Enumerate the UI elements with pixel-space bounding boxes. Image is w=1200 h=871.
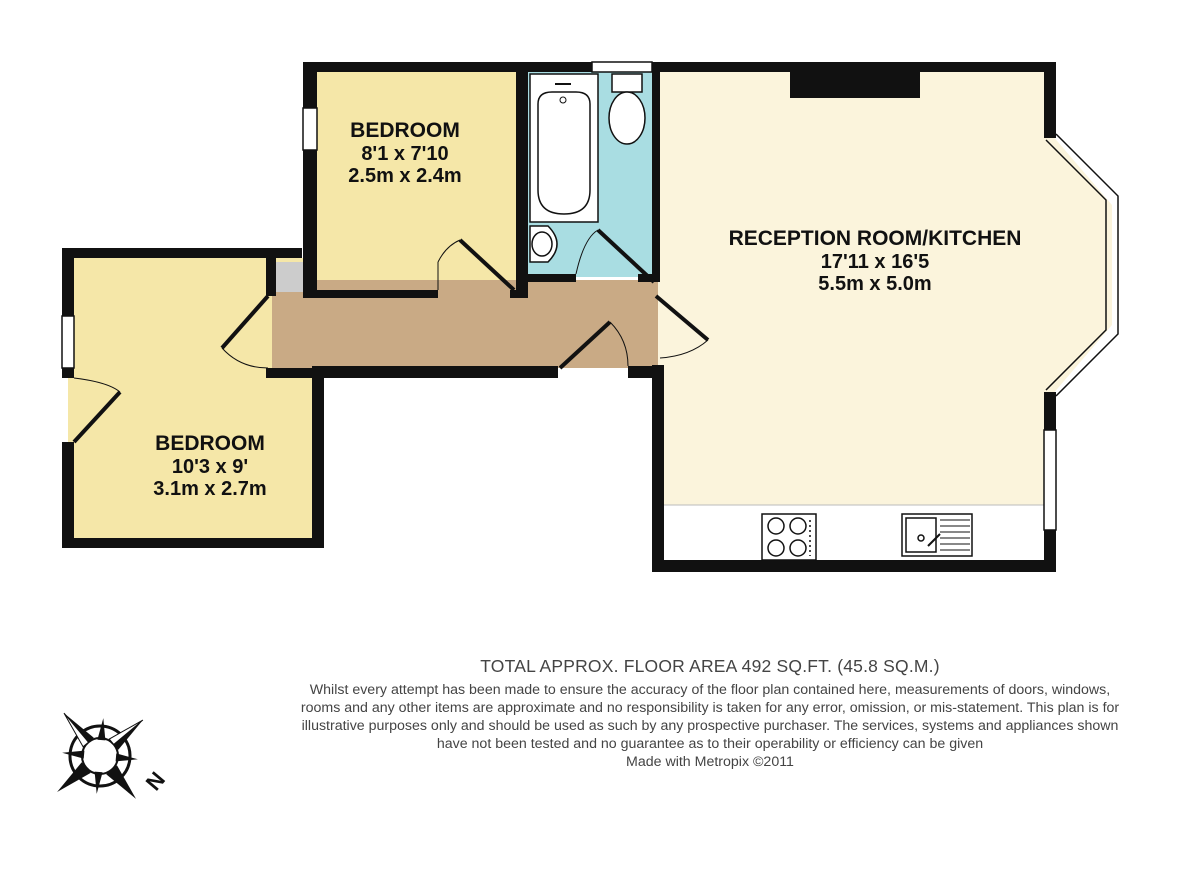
bedroom-1-name: BEDROOM	[350, 119, 460, 142]
north-label: N	[140, 766, 171, 796]
reception-label	[690, 227, 1060, 295]
bedroom-2-imperial: 10'3 x 9'	[171, 455, 249, 478]
bedroom-1-label	[320, 119, 490, 187]
bedroom-2-name: BEDROOM	[155, 432, 265, 455]
toilet	[609, 74, 645, 144]
reception-imperial: 17'11 x 16'5	[820, 250, 930, 273]
kitchen-counter	[660, 505, 1052, 567]
metropix-credit: Made with Metropix ©2011	[626, 754, 794, 770]
cupboard	[276, 262, 304, 292]
bedroom-2-label	[100, 432, 320, 500]
kitchen-sink	[902, 514, 972, 556]
bathtub	[530, 74, 598, 222]
plan-footer	[290, 656, 1130, 771]
disclaimer-text: Whilst every attempt has been made to ensure the accuracy of the floor plan contained here, measurements of doors, windows, rooms and any other items are approximate and no responsibility is taken for any error, omission, or mis-statement. This plan is for illustrative purposes only and should be used as such by any prospective purchaser. The services, systems and appliances shown have not been tested and no guarantee as to their operability or efficiency can be given	[300, 682, 1120, 752]
reception-metric: 5.5m x 5.0m	[818, 272, 932, 295]
hob	[762, 514, 816, 560]
bedroom-2-metric: 3.1m x 2.7m	[153, 477, 267, 500]
reception-name: RECEPTION ROOM/KITCHEN	[728, 227, 1022, 250]
compass-rose-icon	[40, 700, 200, 820]
total-floor-area: TOTAL APPROX. FLOOR AREA 492 SQ.FT. (45.8 SQ.M.)	[480, 656, 940, 676]
bedroom-1-metric: 2.5m x 2.4m	[348, 164, 462, 187]
bedroom-1-imperial: 8'1 x 7'10	[361, 142, 449, 165]
washbasin	[530, 226, 557, 262]
